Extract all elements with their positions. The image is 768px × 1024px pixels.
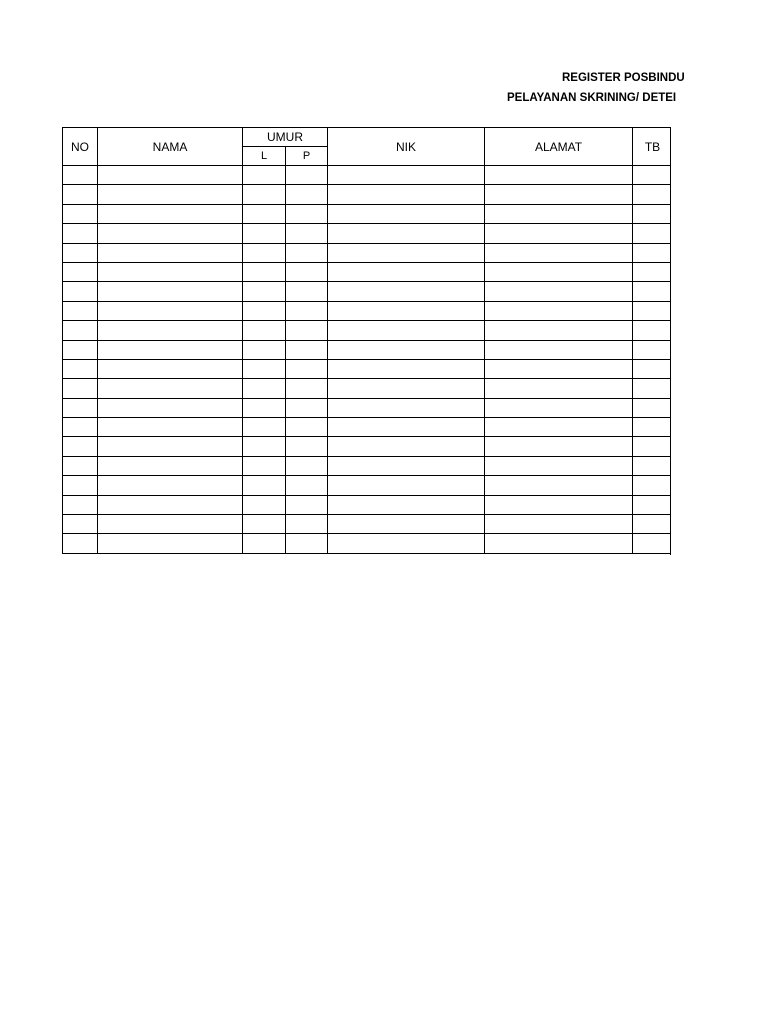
- cell-nik[interactable]: [328, 379, 485, 398]
- table-row: [63, 340, 673, 359]
- cell-no[interactable]: [63, 166, 98, 185]
- table-row: [63, 495, 673, 514]
- cell-tb[interactable]: [633, 185, 673, 204]
- cell-alamat[interactable]: [485, 340, 633, 359]
- cell-umur-l[interactable]: [243, 321, 286, 340]
- cell-no[interactable]: [63, 515, 98, 534]
- cell-tb[interactable]: [633, 243, 673, 262]
- table-row: [63, 515, 673, 534]
- cell-nama[interactable]: [98, 398, 243, 417]
- cell-nik[interactable]: [328, 262, 485, 281]
- cell-no[interactable]: [63, 204, 98, 223]
- cell-tb[interactable]: [633, 398, 673, 417]
- cell-nama[interactable]: [98, 534, 243, 553]
- cell-nik[interactable]: [328, 418, 485, 437]
- cell-umur-l[interactable]: [243, 418, 286, 437]
- table-row: [63, 476, 673, 495]
- table-row: [63, 456, 673, 475]
- cell-umur-l[interactable]: [243, 437, 286, 456]
- table-row: [63, 321, 673, 340]
- cell-no[interactable]: [63, 321, 98, 340]
- cell-umur-l[interactable]: [243, 243, 286, 262]
- cell-no[interactable]: [63, 476, 98, 495]
- table-row: [63, 243, 673, 262]
- cell-nama[interactable]: [98, 185, 243, 204]
- cell-alamat[interactable]: [485, 282, 633, 301]
- cell-umur-l[interactable]: [243, 379, 286, 398]
- cell-alamat[interactable]: [485, 495, 633, 514]
- cell-umur-p[interactable]: [286, 243, 328, 262]
- cell-nama[interactable]: [98, 204, 243, 223]
- cell-nama[interactable]: [98, 379, 243, 398]
- cell-nama[interactable]: [98, 224, 243, 243]
- table-row: [63, 204, 673, 223]
- cell-no[interactable]: [63, 437, 98, 456]
- cell-umur-l[interactable]: [243, 224, 286, 243]
- cell-nik[interactable]: [328, 166, 485, 185]
- cell-nik[interactable]: [328, 185, 485, 204]
- cell-tb[interactable]: [633, 262, 673, 281]
- cell-tb[interactable]: [633, 534, 673, 553]
- header-nik: NIK: [328, 128, 485, 166]
- cell-umur-l[interactable]: [243, 262, 286, 281]
- cell-umur-p[interactable]: [286, 515, 328, 534]
- cell-tb[interactable]: [633, 224, 673, 243]
- cell-nik[interactable]: [328, 437, 485, 456]
- table-row: [63, 379, 673, 398]
- cell-alamat[interactable]: [485, 204, 633, 223]
- cell-umur-p[interactable]: [286, 321, 328, 340]
- cell-umur-p[interactable]: [286, 398, 328, 417]
- cell-alamat[interactable]: [485, 262, 633, 281]
- table-row: [63, 359, 673, 378]
- cell-tb[interactable]: [633, 495, 673, 514]
- cell-no[interactable]: [63, 185, 98, 204]
- table-body: [63, 166, 673, 554]
- cell-umur-p[interactable]: [286, 418, 328, 437]
- cell-no[interactable]: [63, 534, 98, 553]
- cell-nama[interactable]: [98, 456, 243, 475]
- cell-umur-l[interactable]: [243, 204, 286, 223]
- cell-umur-p[interactable]: [286, 495, 328, 514]
- cell-no[interactable]: [63, 282, 98, 301]
- cell-no[interactable]: [63, 495, 98, 514]
- cell-umur-p[interactable]: [286, 534, 328, 553]
- cell-alamat[interactable]: [485, 379, 633, 398]
- cell-nama[interactable]: [98, 437, 243, 456]
- table-right-border: [670, 127, 671, 555]
- header-alamat: ALAMAT: [485, 128, 633, 166]
- cell-no[interactable]: [63, 359, 98, 378]
- cell-no[interactable]: [63, 398, 98, 417]
- table-row: [63, 282, 673, 301]
- cell-umur-l[interactable]: [243, 398, 286, 417]
- header-umur: UMUR: [243, 128, 328, 147]
- cell-nik[interactable]: [328, 398, 485, 417]
- cell-no[interactable]: [63, 340, 98, 359]
- register-table: [62, 127, 673, 554]
- cell-umur-p[interactable]: [286, 476, 328, 495]
- cell-alamat[interactable]: [485, 476, 633, 495]
- cell-nama[interactable]: [98, 359, 243, 378]
- cell-tb[interactable]: [633, 321, 673, 340]
- cell-no[interactable]: [63, 262, 98, 281]
- cell-nama[interactable]: [98, 166, 243, 185]
- cell-nama[interactable]: [98, 262, 243, 281]
- cell-nik[interactable]: [328, 321, 485, 340]
- cell-umur-p[interactable]: [286, 166, 328, 185]
- table-row: [63, 185, 673, 204]
- cell-umur-l[interactable]: [243, 301, 286, 320]
- cell-nama[interactable]: [98, 340, 243, 359]
- cell-tb[interactable]: [633, 282, 673, 301]
- cell-nik[interactable]: [328, 456, 485, 475]
- cell-alamat[interactable]: [485, 437, 633, 456]
- cell-no[interactable]: [63, 456, 98, 475]
- cell-alamat[interactable]: [485, 515, 633, 534]
- cell-umur-p[interactable]: [286, 456, 328, 475]
- cell-nama[interactable]: [98, 282, 243, 301]
- cell-tb[interactable]: [633, 379, 673, 398]
- cell-umur-p[interactable]: [286, 204, 328, 223]
- table-row: [63, 437, 673, 456]
- cell-no[interactable]: [63, 243, 98, 262]
- header-umur-l: L: [243, 147, 286, 166]
- cell-umur-p[interactable]: [286, 185, 328, 204]
- cell-umur-p[interactable]: [286, 224, 328, 243]
- cell-alamat[interactable]: [485, 185, 633, 204]
- cell-nik[interactable]: [328, 204, 485, 223]
- cell-umur-l[interactable]: [243, 456, 286, 475]
- cell-umur-p[interactable]: [286, 301, 328, 320]
- cell-nama[interactable]: [98, 515, 243, 534]
- cell-tb[interactable]: [633, 204, 673, 223]
- cell-umur-l[interactable]: [243, 185, 286, 204]
- cell-nik[interactable]: [328, 224, 485, 243]
- cell-nama[interactable]: [98, 321, 243, 340]
- cell-umur-p[interactable]: [286, 437, 328, 456]
- cell-tb[interactable]: [633, 340, 673, 359]
- cell-umur-p[interactable]: [286, 379, 328, 398]
- cell-alamat[interactable]: [485, 359, 633, 378]
- header-nama: NAMA: [98, 128, 243, 166]
- cell-nik[interactable]: [328, 534, 485, 553]
- cell-alamat[interactable]: [485, 456, 633, 475]
- cell-umur-l[interactable]: [243, 359, 286, 378]
- table-header: [63, 128, 673, 166]
- cell-umur-p[interactable]: [286, 262, 328, 281]
- cell-tb[interactable]: [633, 166, 673, 185]
- page-clip: [671, 126, 768, 566]
- cell-tb[interactable]: [633, 359, 673, 378]
- cell-nik[interactable]: [328, 301, 485, 320]
- document-title-line-1: REGISTER POSBINDU: [562, 72, 685, 84]
- table-row: [63, 418, 673, 437]
- cell-alamat[interactable]: [485, 301, 633, 320]
- table-row: [63, 262, 673, 281]
- cell-alamat[interactable]: [485, 243, 633, 262]
- cell-no[interactable]: [63, 224, 98, 243]
- cell-umur-p[interactable]: [286, 282, 328, 301]
- cell-nik[interactable]: [328, 282, 485, 301]
- cell-alamat[interactable]: [485, 418, 633, 437]
- table-row: [63, 166, 673, 185]
- cell-umur-p[interactable]: [286, 359, 328, 378]
- cell-tb[interactable]: [633, 418, 673, 437]
- cell-nama[interactable]: [98, 243, 243, 262]
- table-row: [63, 398, 673, 417]
- header-umur-p: P: [286, 147, 328, 166]
- cell-nik[interactable]: [328, 476, 485, 495]
- cell-no[interactable]: [63, 301, 98, 320]
- cell-umur-l[interactable]: [243, 515, 286, 534]
- cell-alamat[interactable]: [485, 166, 633, 185]
- document-title-line-2: PELAYANAN SKRINING/ DETEI: [507, 92, 677, 104]
- cell-nama[interactable]: [98, 301, 243, 320]
- cell-tb[interactable]: [633, 301, 673, 320]
- cell-no[interactable]: [63, 418, 98, 437]
- cell-umur-l[interactable]: [243, 495, 286, 514]
- cell-umur-p[interactable]: [286, 340, 328, 359]
- cell-nik[interactable]: [328, 495, 485, 514]
- cell-alamat[interactable]: [485, 224, 633, 243]
- cell-alamat[interactable]: [485, 534, 633, 553]
- cell-tb[interactable]: [633, 515, 673, 534]
- cell-umur-l[interactable]: [243, 166, 286, 185]
- cell-nik[interactable]: [328, 515, 485, 534]
- table-row: [63, 224, 673, 243]
- cell-nama[interactable]: [98, 418, 243, 437]
- cell-tb[interactable]: [633, 456, 673, 475]
- cell-umur-l[interactable]: [243, 340, 286, 359]
- cell-alamat[interactable]: [485, 321, 633, 340]
- cell-umur-l[interactable]: [243, 534, 286, 553]
- header-tb: TB: [633, 128, 673, 166]
- cell-umur-l[interactable]: [243, 476, 286, 495]
- table-row: [63, 301, 673, 320]
- cell-nik[interactable]: [328, 243, 485, 262]
- cell-nik[interactable]: [328, 340, 485, 359]
- table-row: [63, 534, 673, 553]
- cell-nama[interactable]: [98, 495, 243, 514]
- cell-tb[interactable]: [633, 437, 673, 456]
- cell-nama[interactable]: [98, 476, 243, 495]
- cell-nik[interactable]: [328, 359, 485, 378]
- cell-no[interactable]: [63, 379, 98, 398]
- cell-umur-l[interactable]: [243, 282, 286, 301]
- cell-tb[interactable]: [633, 476, 673, 495]
- header-no: NO: [63, 128, 98, 166]
- cell-alamat[interactable]: [485, 398, 633, 417]
